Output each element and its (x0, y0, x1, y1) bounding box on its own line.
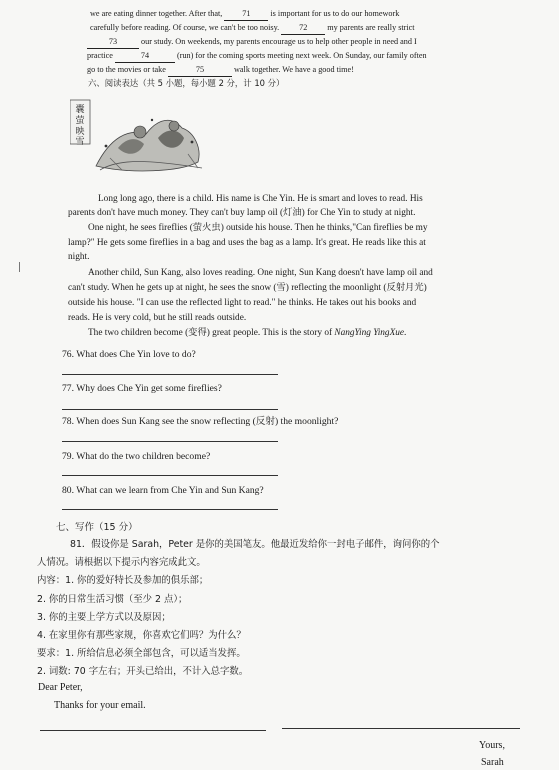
svg-text:映: 映 (75, 127, 85, 137)
content-item-3: 3. 你的主要上学方式以及原因； (37, 612, 171, 623)
writing-intro-1: 81．假设你是 Sarah，Peter 是你的美国笔友。他最近发给你一封电子邮件，询问你的个 (70, 539, 440, 550)
story-p3-l4: reads. He is very cold, but he still reads outside. (68, 313, 247, 323)
blank-74: 74 (115, 50, 175, 63)
answer-line-76[interactable] (62, 374, 278, 375)
story-p1-l2: parents don't have much money. They can't buy lamp oil (灯油) for Che Yin to study at night. (68, 208, 416, 218)
blank-72: 72 (281, 22, 325, 35)
svg-text:雪: 雪 (75, 137, 85, 147)
svg-text:萤: 萤 (75, 116, 85, 126)
answer-line-78[interactable] (62, 441, 278, 442)
answer-line-80[interactable] (62, 509, 278, 510)
letter-closing: Yours, (479, 740, 505, 751)
story-p2-l1: One night, he sees fireflies (萤火虫) outside his house. Then he thinks,"Can fireflies be my (88, 223, 428, 233)
question-80: 80. What can we learn from Che Yin and Sun Kang? (62, 485, 264, 496)
story-illustration (70, 98, 210, 178)
story-p4: The two children become (变得) great people. This is the story of NangYing YingXue. (88, 328, 407, 338)
blank-71: 71 (224, 8, 268, 21)
section-6-heading: 六、阅读表达（共 5 小题，每小题 2 分，计 10 分） (88, 78, 285, 88)
content-item-1: 内容：1. 你的爱好特长及参加的俱乐部； (37, 575, 209, 586)
answer-line-77[interactable] (62, 409, 278, 410)
question-78: 78. When does Sun Kang see the snow reflecting (反射) the moonlight? (62, 416, 339, 427)
letter-opening: Thanks for your email. (54, 700, 146, 711)
cloze-line-1: we are eating dinner together. After that, 71 is important for us to do our homework (90, 8, 399, 21)
cloze-line-2: carefully before reading. Of course, we can't be too noisy. 72 my parents are really strict (90, 22, 415, 35)
writing-line-right[interactable] (282, 728, 520, 729)
writing-line-left[interactable] (40, 730, 266, 731)
question-77: 77. Why does Che Yin get some fireflies? (62, 383, 222, 394)
question-76: 76. What does Che Yin love to do? (62, 349, 196, 360)
writing-intro-2: 人情况。请根据以下提示内容完成此文。 (37, 557, 206, 568)
question-79: 79. What do the two children become? (62, 451, 211, 462)
letter-greeting: Dear Peter, (38, 682, 83, 693)
story-p3-l3: outside his house. "I can use the reflected light to read." he thinks. He takes out his books and (68, 298, 417, 308)
content-item-4: 4. 在家里你有那些家规，你喜欢它们吗？为什么？ (37, 630, 246, 641)
story-title: NangYing YingXue (334, 328, 405, 338)
margin-mark (19, 262, 20, 272)
blank-73: 73 (87, 36, 139, 49)
story-p1-l1: Long long ago, there is a child. His name is Che Yin. He is smart and loves to read. His (98, 194, 423, 204)
requirement-1: 要求：1. 所给信息必须全部包含，可以适当发挥。 (37, 648, 246, 659)
answer-line-79[interactable] (62, 475, 278, 476)
story-p3-l1: Another child, Sun Kang, also loves reading. One night, Sun Kang doesn't have lamp oil and (88, 268, 433, 278)
blank-75: 75 (168, 64, 232, 77)
cloze-line-5: go to the movies or take 75 walk together. We have a good time! (87, 64, 354, 77)
letter-signature: Sarah (481, 757, 504, 768)
illustration-drawing (70, 98, 210, 178)
content-item-2: 2. 你的日常生活习惯（至少 2 点）； (37, 594, 188, 605)
story-p2-l2: lamp?" He gets some fireflies in a bag and uses the bag as a lamp. It's great. He reads like this at (68, 238, 426, 248)
story-p3-l2: can't study. When he gets up at night, he sees the snow (雪) reflecting the moonlight (反射月光) (68, 283, 427, 293)
section-7-heading: 七、写作（15 分） (56, 522, 138, 533)
cloze-line-3: 73 our study. On weekends, my parents encourage us to help other people in need and I (87, 36, 417, 49)
cloze-line-4: practice 74 (run) for the coming sports meeting next week. On Sunday, our family often (87, 50, 427, 63)
svg-text:囊: 囊 (75, 105, 85, 115)
story-p2-l3: night. (68, 252, 90, 262)
requirement-2: 2. 词数: 70 字左右；开头已给出，不计入总字数。 (37, 666, 249, 677)
